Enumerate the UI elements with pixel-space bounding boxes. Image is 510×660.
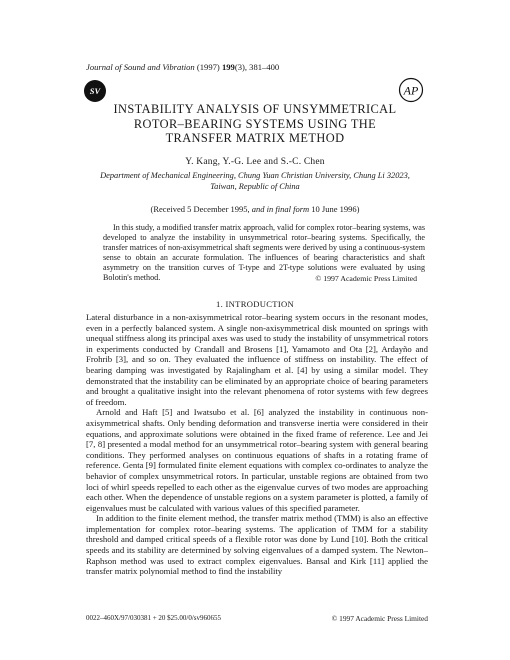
- journal-volume: 199: [221, 62, 235, 72]
- academic-press-logo-icon: [398, 77, 424, 103]
- sv-logo-text: SV: [89, 86, 101, 96]
- affiliation-line: Taiwan, Republic of China: [210, 182, 300, 192]
- abstract-copyright: © 1997 Academic Press Limited: [315, 274, 417, 283]
- footer-copyright: © 1997 Academic Press Limited: [331, 614, 428, 623]
- ap-logo-text: AP: [403, 83, 419, 98]
- footer-code: 0022–460X/97/030381 + 20 $25.00/0/sv960655: [86, 614, 222, 622]
- journal-citation: [86, 62, 279, 72]
- affiliation: [80, 170, 430, 192]
- body-paragraph: Arnold and Haft [5] and Iwatsubo et al. [6] analyzed the instability in continuous non-axisymmetrical shafts. Only bending deformation and transverse inertia were considered in their equations, and approximate solutions were obtained in the fixed frame of reference. Lee and Jei [7, 8] presented a modal method for an unsymmetrical rotor–bearing system with general bearing conditions. They performed analyses on continuous equations of shafts in a rotating frame of reference. Genta [9] formulated finite element equations with complex co-ordinates to analyze the behavior of complex unsymmetrical rotors. In particular, unstable regions are obtained from two loci of whirl speeds repelled to each other as the eigenvalue curves of two modes are approaching each other. When the dependence of unstable regions on a system parameter is plotted, a family of eigenvalues must be calculated with various values of this specified parameter.: [86, 407, 428, 513]
- received-dates: [0, 204, 510, 214]
- section-heading: 1. INTRODUCTION: [215, 299, 295, 309]
- journal-name: Journal of Sound and Vibration: [86, 62, 195, 72]
- journal-issue-pages: (3), 381–400: [234, 62, 280, 72]
- authors: Y. Kang, Y.-G. Lee and S.-C. Chen: [185, 157, 325, 167]
- title-line: TRANSFER MATRIX METHOD: [165, 131, 345, 145]
- sv-logo-icon: [84, 80, 106, 102]
- body-text: [86, 312, 428, 577]
- received-open: (Received 5 December 1995,: [150, 204, 252, 214]
- paper-title: [0, 102, 510, 146]
- title-line: INSTABILITY ANALYSIS OF UNSYMMETRICAL: [113, 102, 397, 116]
- journal-year: (1997): [196, 62, 220, 72]
- affiliation-line: Department of Mechanical Engineering, Chung Yuan Christian University, Chung Li 32023,: [100, 171, 410, 180]
- received-final-label: and in final form: [251, 204, 310, 214]
- body-paragraph: In addition to the finite element method, the transfer matrix method (TMM) is also an effective implementation for complex rotor–bearing systems. The application of TMM for a stability threshold and damped critical speeds of a flexible rotor was done by Lund [10]. Both the critical speeds and its stability are determined by solving eigenvalues of a damped system. The Newton–Raphson method was used to extract complex eigenvalues. Bansal and Kirk [11] applied the transfer matrix polynomial method to find the instability: [86, 513, 428, 577]
- body-paragraph: Lateral disturbance in a non-axisymmetrical rotor–bearing system occurs in the resonant modes, even in a perfectly balanced system. A single non-axisymmetrical disk mounted on springs with unequal stiffness along its principal axes was used to study the instability of unsymmetrical rotors in experiments conducted by Crandall and Brosens [1], Yamamoto and Ota [2], Ardayño and Frohrib [3], and so on. They evaluated the influence of stiffness on instability. The effect of bearing damping was investigated by Rajalingham et al. [4] by using a similar model. They demonstrated that the instability can be eliminated by an appropriate choice of bearing parameters and brought a qualitative insight into the relevant phenomena of rotor systems with few degrees of freedom.: [86, 312, 428, 407]
- title-line: ROTOR–BEARING SYSTEMS USING THE: [133, 116, 377, 131]
- abstract-text: In this study, a modified transfer matrix approach, valid for complex rotor–bearing systems, was developed to analyze the instability in unsymmetrical rotor–bearing systems. Specifically, the transfer matrices of non-axisymmetrical shaft segments were derived by using a continuous-system sense to obtain an accurate formulation. The influences of bearing characteristics and shaft asymmetry on the transition curves of T-type and 2T-type solutions were evaluated by using Bolotin's method.: [103, 223, 425, 282]
- received-close: 10 June 1996): [309, 204, 360, 214]
